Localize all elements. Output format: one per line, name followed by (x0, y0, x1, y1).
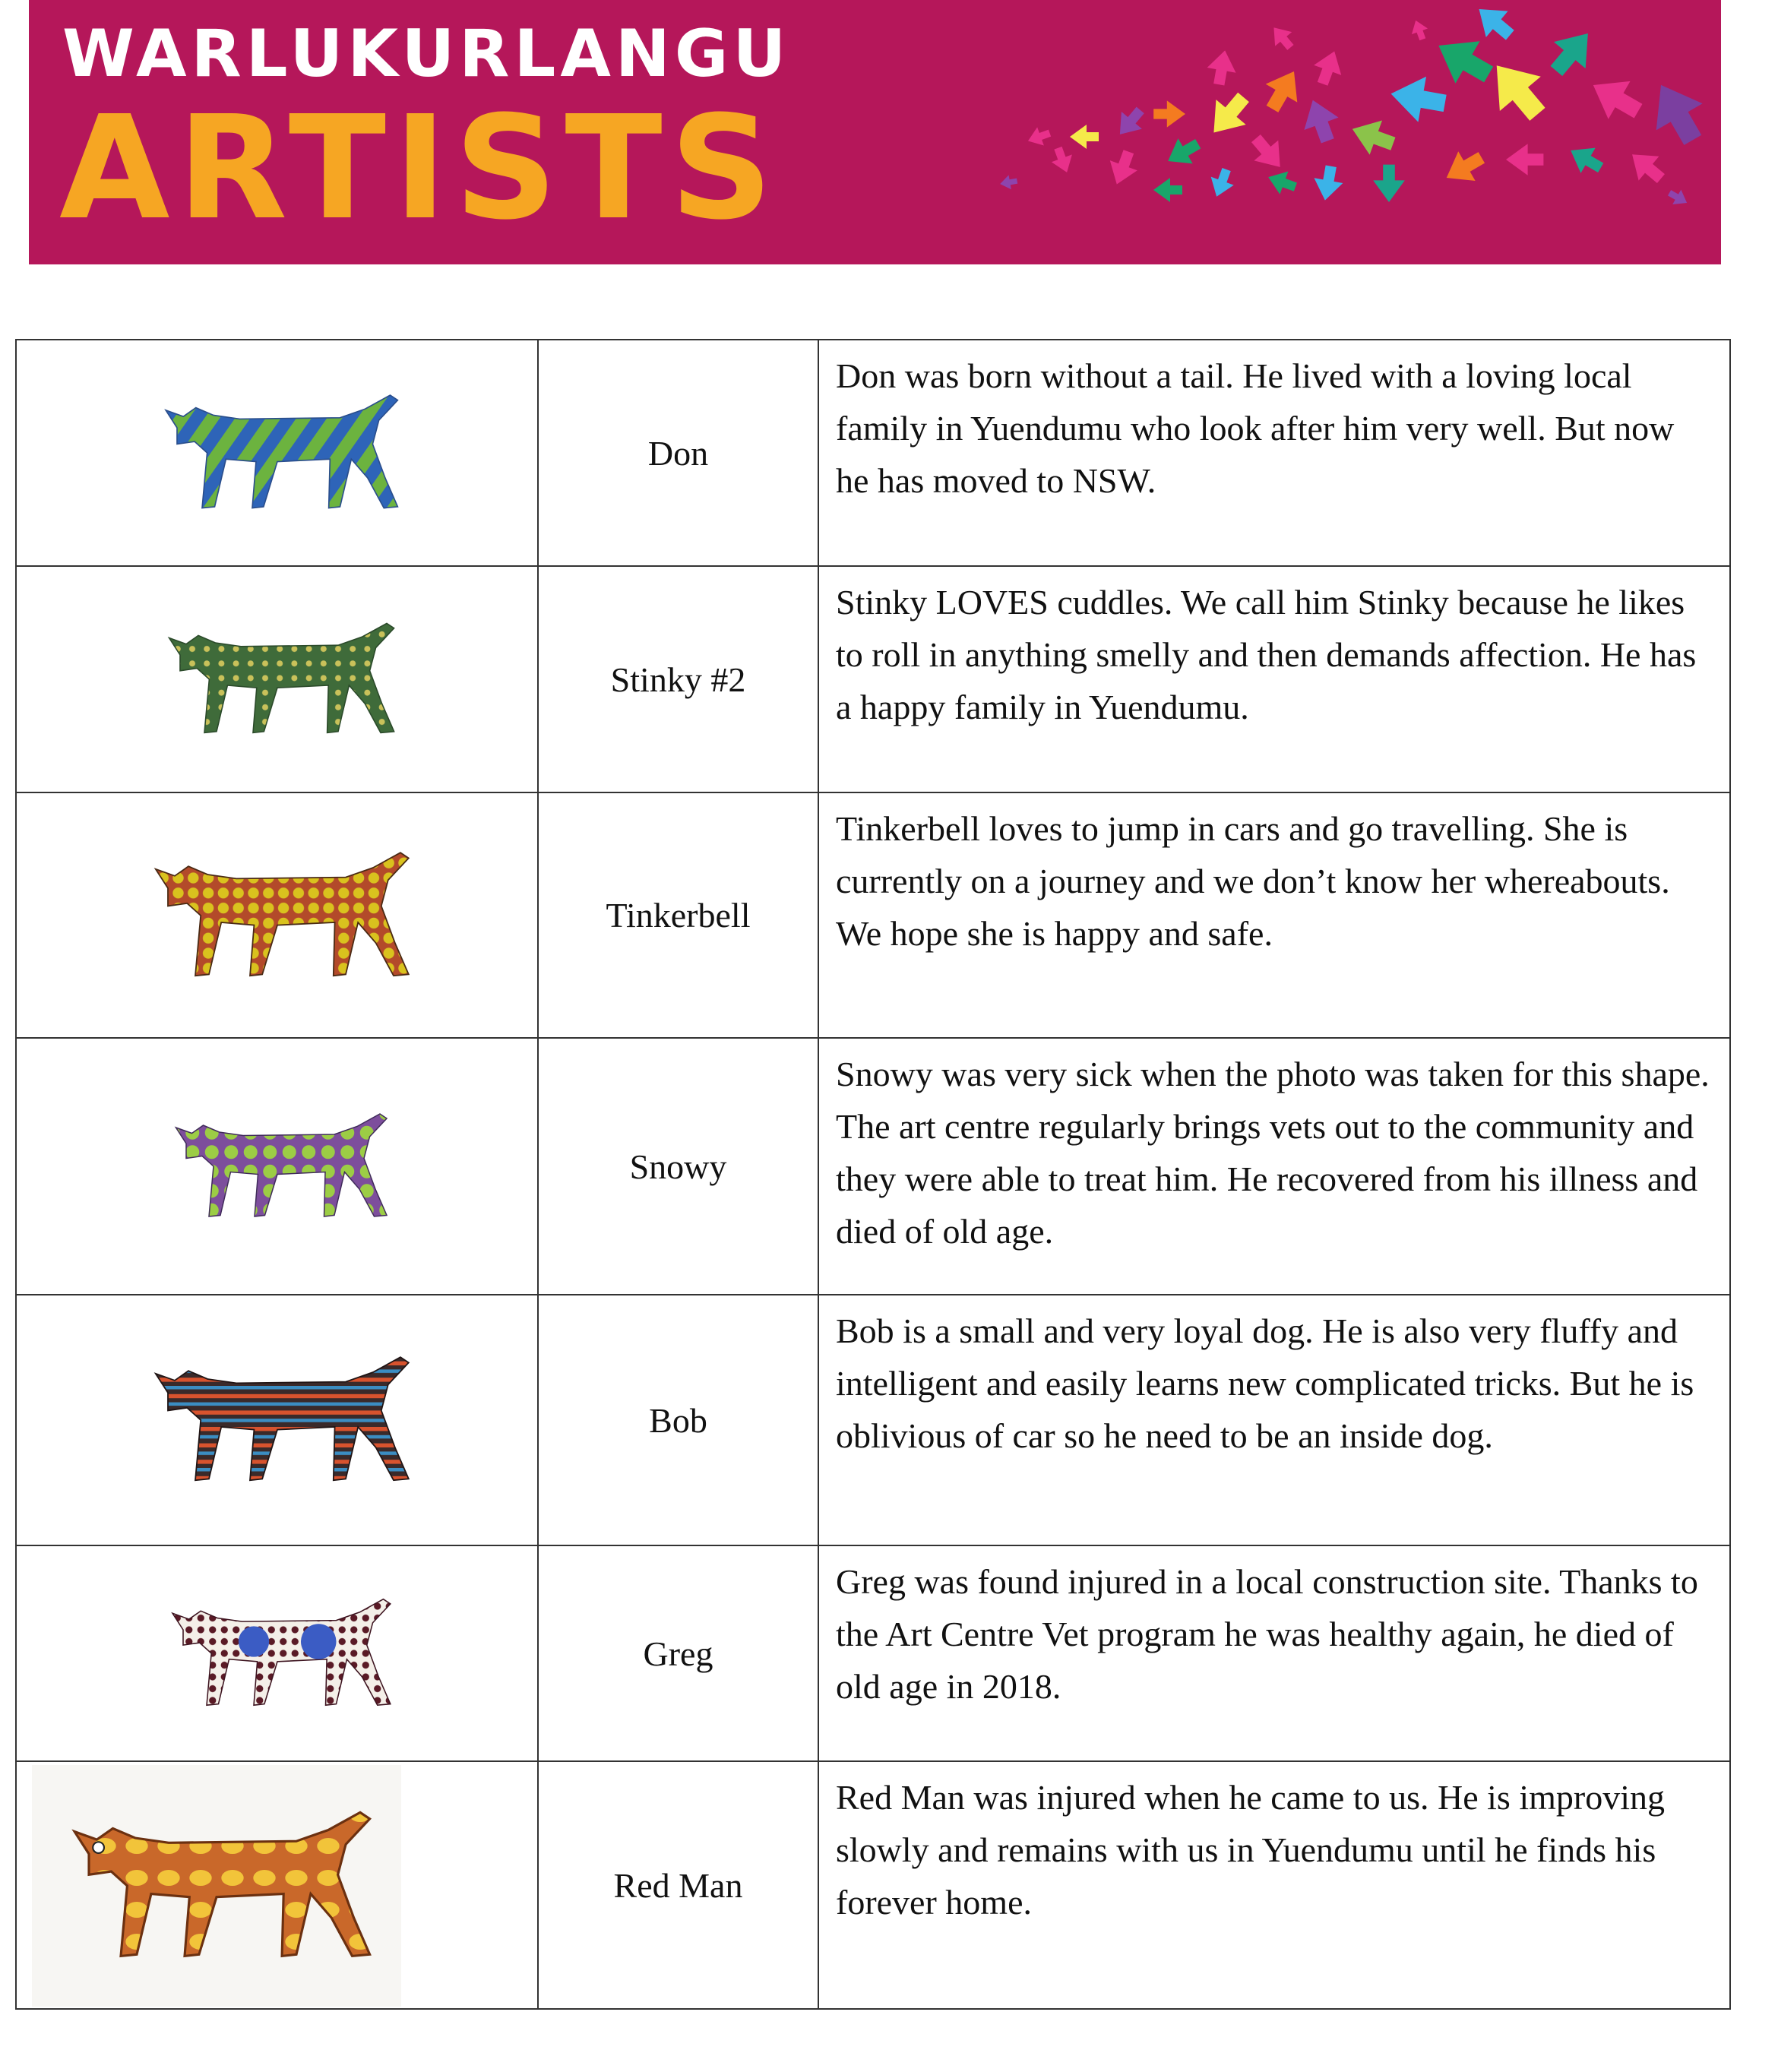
table-row (16, 1761, 1730, 2009)
photo-background (32, 1765, 401, 2007)
dog-name: Greg (538, 1545, 818, 1761)
brand-title-top: WARLUKURLANGU (62, 16, 791, 92)
dog-description: Stinky LOVES cuddles. We call him Stinky because he likes to roll in anything smelly and then demands affection. He has a happy family in Yuendumu. (818, 566, 1730, 792)
table-row (16, 566, 1730, 792)
dog-name: Tinkerbell (538, 792, 818, 1038)
table-row (16, 792, 1730, 1038)
dog-image-cell (16, 1545, 538, 1761)
dog-description: Bob is a small and very loyal dog. He is also very fluffy and intelligent and easily learns new complicated tricks. But he is oblivious of car so he need to be an inside dog. (818, 1295, 1730, 1545)
dog-artwork-snowy (163, 1098, 391, 1235)
dog-artwork-tinkerbell (141, 836, 414, 995)
dog-description: Red Man was injured when he came to us. He is improving slowly and remains with us in Yuendumu until he finds his forever home. (818, 1761, 1730, 2009)
table-row (16, 1545, 1730, 1761)
dog-image-cell (16, 1038, 538, 1295)
dog-description: Don was born without a tail. He lived with a loving local family in Yuendumu who look after him very well. But now he has moved to NSW. (818, 340, 1730, 566)
dog-image-cell (16, 1295, 538, 1545)
table-row (16, 1038, 1730, 1295)
dog-image-cell (16, 566, 538, 792)
dog-artwork-stinky (156, 603, 399, 755)
dog-artwork-greg (160, 1581, 395, 1726)
table-row (16, 1295, 1730, 1545)
dog-image-cell (16, 792, 538, 1038)
dog-name: Snowy (538, 1038, 818, 1295)
dog-artwork-red-man (57, 1791, 376, 1981)
dog-profiles-table (15, 339, 1731, 2010)
brand-title-main: ARTISTS (59, 85, 781, 251)
dog-artwork-bob (141, 1333, 414, 1507)
dog-description: Tinkerbell loves to jump in cars and go travelling. She is currently on a journey and we don’t know her whereabouts. We hope she is happy and safe. (818, 792, 1730, 1038)
dog-name: Don (538, 340, 818, 566)
dog-name: Red Man (538, 1761, 818, 2009)
dog-description: Greg was found injured in a local construction site. Thanks to the Art Centre Vet program he was healthy again, he died of old age in 2018. (818, 1545, 1730, 1761)
dog-artwork-don (152, 373, 403, 533)
table-row (16, 340, 1730, 566)
arrow-pattern-decoration (994, 8, 1708, 251)
dog-name: Bob (538, 1295, 818, 1545)
dog-name: Stinky #2 (538, 566, 818, 792)
dog-description: Snowy was very sick when the photo was taken for this shape. The art centre regularly brings vets out to the community and they were able to treat him. He recovered from his illness and died of old age. (818, 1038, 1730, 1295)
header-banner (29, 0, 1721, 264)
dog-image-cell (16, 1761, 538, 2009)
dog-image-cell (16, 340, 538, 566)
